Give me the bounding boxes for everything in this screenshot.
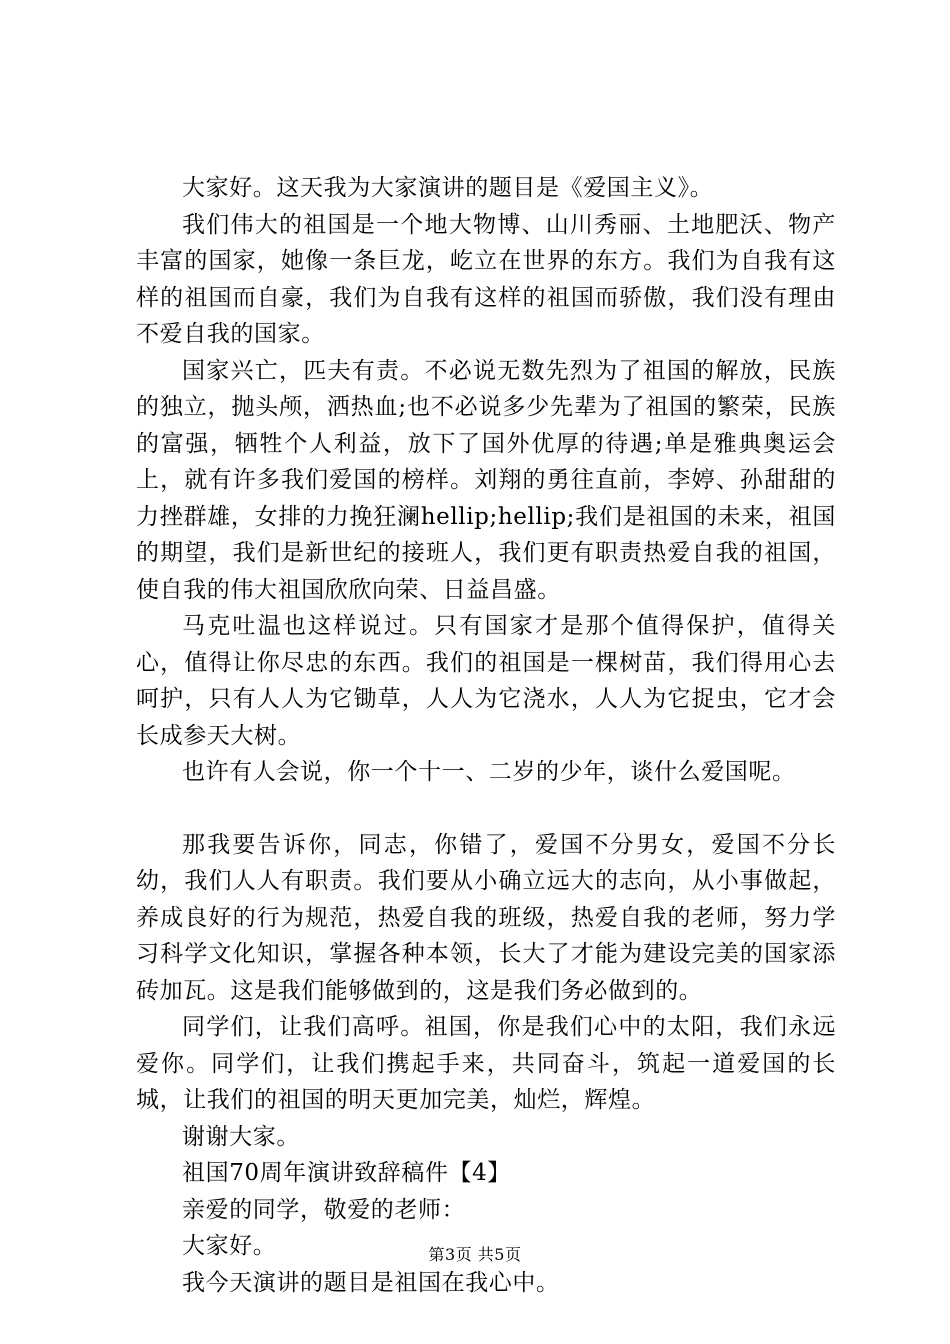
- page-number-footer: 第3页 共5页: [428, 1245, 522, 1264]
- paragraph: 我今天演讲的题目是祖国在我心中。: [182, 1269, 560, 1296]
- paragraph: 我们伟大的祖国是一个地大物博、山川秀丽、土地肥沃、物产丰富的国家，她像一条巨龙，屹立在世界的东方。我们为自我有这样的祖国而自豪，我们为自我有这样的祖国而骄傲，我们没有理由不爱自我的国家。: [136, 211, 836, 347]
- paragraph: 马克吐温也这样说过。只有国家才是那个值得保护，值得关心，值得让你尽忠的东西。我们的祖国是一棵树苗，我们得用心去呵护，只有人人为它锄草，人人为它浇水，人人为它捉虫，它才会长成参天大树。: [136, 613, 836, 749]
- paragraph: 大家好。: [182, 1233, 277, 1259]
- section-heading: 祖国70周年演讲致辞稿件【4】: [182, 1160, 511, 1186]
- salutation: 亲爱的同学，敬爱的老师：: [182, 1196, 466, 1223]
- paragraph: 谢谢大家。: [182, 1123, 300, 1150]
- paragraph: 也许有人会说，你一个十一、二岁的少年，谈什么爱国呢。: [182, 759, 796, 785]
- paragraph: 那我要告诉你，同志，你错了，爱国不分男女，爱国不分长幼，我们人人有职责。我们要从小确立远大的志向，从小事做起，养成良好的行为规范，热爱自我的班级，热爱自我的老师，努力学习科学文化知识，掌握各种本领，长大了才能为建设完美的国家添砖加瓦。这是我们能够做到的，这是我们务必做到的。: [136, 831, 836, 1004]
- paragraph-gap: [136, 791, 836, 827]
- document-body: [136, 170, 836, 1301]
- paragraph: 同学们，让我们高呼。祖国，你是我们心中的太阳，我们永远爱你。同学们，让我们携起手来，共同奋斗，筑起一道爱国的长城，让我们的祖国的明天更加完美，灿烂，辉煌。: [136, 1014, 836, 1113]
- paragraph: 大家好。这天我为大家演讲的题目是《爱国主义》。: [182, 175, 714, 201]
- paragraph: 国家兴亡，匹夫有责。不必说无数先烈为了祖国的解放，民族的独立，抛头颅，洒热血;也不必说多少先辈为了祖国的繁荣，民族的富强，牺牲个人利益，放下了国外优厚的待遇;单是雅典奥运会上，就有许多我们爱国的榜样。刘翔的勇往直前，李婷、孙甜甜的力挫群雄，女排的力挽狂澜hellip;hellip;我们是祖国的未来，祖国的期望，我们是新世纪的接班人，我们更有职责热爱自我的祖国，使自我的伟大祖国欣欣向荣、日益昌盛。: [136, 357, 836, 603]
